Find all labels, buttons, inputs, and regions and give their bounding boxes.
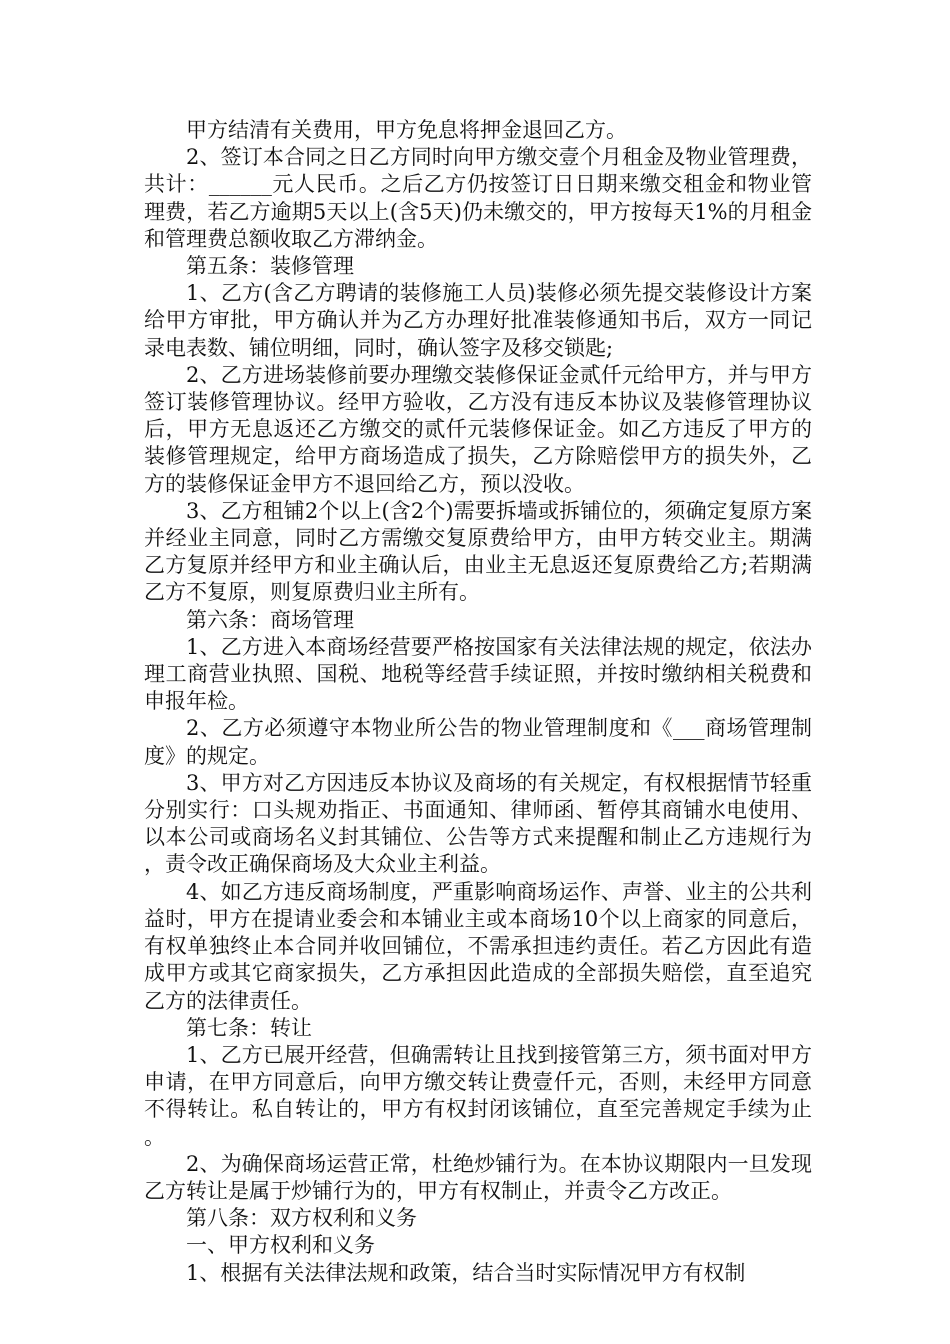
paragraph-party-a-rights-1: 1、根据有关法律法规和政策，结合当时实际情况甲方有权制 xyxy=(186,1260,746,1285)
subsection-heading-party-a: 一、甲方权利和义务 xyxy=(186,1233,375,1258)
paragraph-renovation-2: 2、乙方进场装修前要办理缴交装修保证金贰仟元给甲方，并与甲方签订装修管理协议。经甲方验收，乙方没有违反本协议及装修管理协议后，甲方无息返还乙方缴交的贰仟元装修保证金。如乙方违反了甲方的装修管理规定，给甲方商场造成了损失，乙方除赔偿甲方的损失外，乙方的装修保证金甲方不退回给乙方，预以没收。 xyxy=(144,362,812,496)
paragraph-transfer-1: 1、乙方已展开经营，但确需转让且找到接管第三方，须书面对甲方申请，在甲方同意后，向甲方缴交转让费壹仟元，否则，未经甲方同意不得转让。私自转让的，甲方有权封闭该铺位，直至完善规定手续为止。 xyxy=(144,1042,812,1149)
paragraph-rent-payment: 2、签订本合同之日乙方同时向甲方缴交壹个月租金及物业管理费，共计：______元人民币。之后乙方仍按签订日日期来缴交租金和物业管理费，若乙方逾期5天以上(含5天)仍未缴交的，甲方按每天1%的月租金和管理费总额收取乙方滞纳金。 xyxy=(144,145,812,251)
paragraph-renovation-3: 3、乙方租铺2个以上(含2个)需要拆墙或拆铺位的，须确定复原方案并经业主同意，同时乙方需缴交复原费给甲方，由甲方转交业主。期满乙方复原并经甲方和业主确认后，由业主无息返还复原费给乙方;若期满乙方不复原，则复原费归业主所有。 xyxy=(144,498,812,605)
paragraph-mall-management-4: 4、如乙方违反商场制度，严重影响商场运作、声誉、业主的公共利益时，甲方在提请业委会和本铺业主或本商场10个以上商家的同意后，有权单独终止本合同并收回铺位，不需承担违约责任。若乙方因此有造成甲方或其它商家损失，乙方承担因此造成的全部损失赔偿，直至追究乙方的法律责任。 xyxy=(144,879,812,1013)
section-heading-article-7: 第七条：转让 xyxy=(186,1015,312,1040)
paragraph-transfer-2: 2、为确保商场运营正常，杜绝炒铺行为。在本协议期限内一旦发现乙方转让是属于炒铺行为的，甲方有权制止，并责令乙方改正。 xyxy=(144,1151,812,1203)
document-page xyxy=(144,117,812,1287)
paragraph-renovation-1: 1、乙方(含乙方聘请的装修施工人员)装修必须先提交装修设计方案给甲方审批，甲方确认并为乙方办理好批准装修通知书后，双方一同记录电表数、铺位明细，同时，确认签字及移交锁匙; xyxy=(144,281,812,360)
paragraph-mall-management-2: 2、乙方必须遵守本物业所公告的物业管理制度和《___商场管理制度》的规定。 xyxy=(144,716,812,768)
section-heading-article-5: 第五条：装修管理 xyxy=(186,254,354,279)
paragraph-mall-management-3: 3、甲方对乙方因违反本协议及商场的有关规定，有权根据情节轻重分别实行：口头规劝指正、书面通知、律师函、暂停其商铺水电使用、以本公司或商场名义封其铺位、公告等方式来提醒和制止乙方违规行为，责令改正确保商场及大众业主利益。 xyxy=(144,770,812,877)
paragraph-mall-management-1: 1、乙方进入本商场经营要严格按国家有关法律法规的规定，依法办理工商营业执照、国税、地税等经营手续证照，并按时缴纳相关税费和申报年检。 xyxy=(144,634,812,714)
section-heading-article-6: 第六条：商场管理 xyxy=(186,607,354,632)
section-heading-article-8: 第八条：双方权利和义务 xyxy=(186,1206,417,1231)
paragraph-deposit-refund: 甲方结清有关费用，甲方免息将押金退回乙方。 xyxy=(186,118,627,142)
